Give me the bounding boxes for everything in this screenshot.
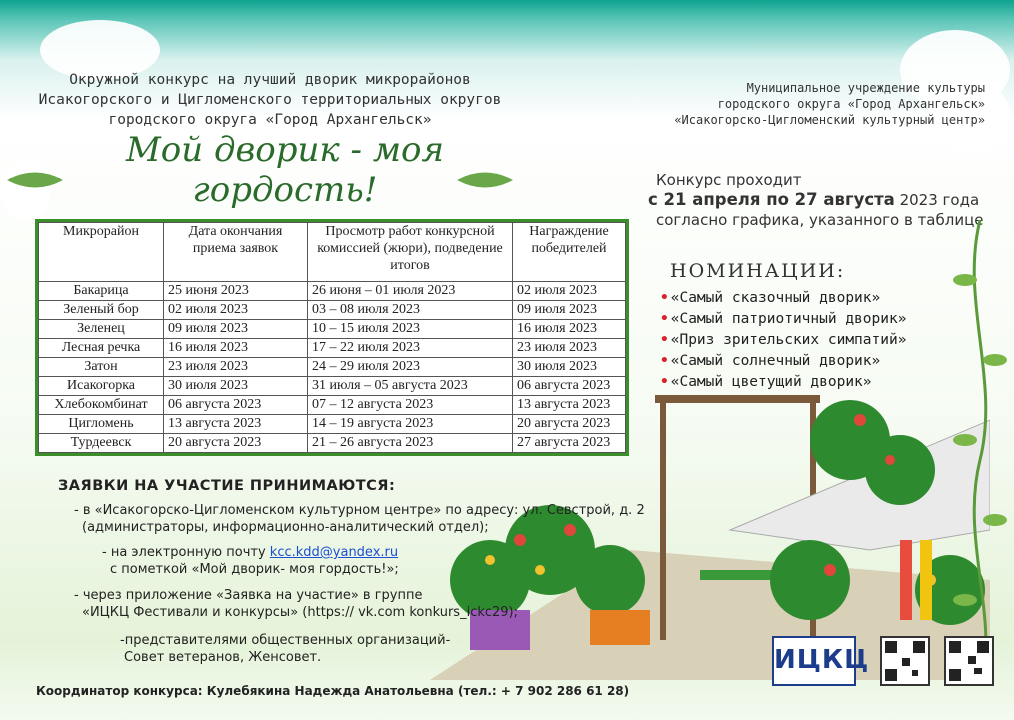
table-cell: 09 июля 2023: [164, 320, 308, 339]
table-cell: Зеленец: [39, 320, 164, 339]
vine-decoration: [950, 220, 1010, 680]
application-line: с пометкой «Мой дворик- моя гордость!»;: [110, 562, 399, 577]
table-row: [39, 282, 626, 301]
application-line: Совет ветеранов, Женсовет.: [124, 650, 322, 665]
table-cell: 06 августа 2023: [513, 377, 626, 396]
table-cell: 26 июня – 01 июля 2023: [308, 282, 513, 301]
organizer-line: «Исакогорско-Цигломенский культурный центр»: [674, 113, 985, 127]
table-cell: 10 – 15 июля 2023: [308, 320, 513, 339]
column-header: Микрорайон: [39, 223, 164, 282]
leaf-ornament-icon: [5, 165, 65, 195]
table-row: [39, 320, 626, 339]
table-cell: 14 – 19 августа 2023: [308, 415, 513, 434]
period-year: 2023 года: [894, 191, 980, 209]
qr-code-icon[interactable]: [944, 636, 994, 686]
nomination-item: • «Самый цветущий дворик»: [660, 374, 872, 390]
table-cell: 21 – 26 августа 2023: [308, 434, 513, 453]
nomination-item: • «Самый солнечный дворик»: [660, 353, 881, 369]
contest-title-line: Исакогорского и Цигломенского территориальных округов: [38, 92, 502, 108]
table-cell: 25 июня 2023: [164, 282, 308, 301]
nominations-list: [660, 288, 906, 393]
application-line: [102, 544, 398, 561]
organizer-line: Муниципальное учреждение культуры: [746, 81, 985, 95]
table-cell: Бакарица: [39, 282, 164, 301]
table-row: [39, 301, 626, 320]
contest-title-line: городского округа «Город Архангельск»: [108, 112, 432, 128]
table-cell: Лесная речка: [39, 339, 164, 358]
email-prefix: - на электронную почту: [102, 545, 270, 560]
period-line: согласно графика, указанного в таблице: [656, 211, 984, 229]
table-cell: 17 – 22 июля 2023: [308, 339, 513, 358]
contest-title-line: Окружной конкурс на лучший дворик микрорайонов: [69, 72, 471, 88]
nomination-item: • «Самый сказочный дворик»: [660, 290, 881, 306]
organization-logo: [772, 636, 870, 686]
table-cell: 27 августа 2023: [513, 434, 626, 453]
table-cell: 06 августа 2023: [164, 396, 308, 415]
table-cell: Затон: [39, 358, 164, 377]
qr-code-icon[interactable]: [880, 636, 930, 686]
table-cell: 20 августа 2023: [513, 415, 626, 434]
nomination-item: • «Самый патриотичный дворик»: [660, 311, 907, 327]
table-row: [39, 358, 626, 377]
organizer-line: городского округа «Город Архангельск»: [717, 97, 985, 111]
logo-text: ИЦКЦ: [774, 645, 870, 675]
table-cell: Цигломень: [39, 415, 164, 434]
nomination-label: «Самый цветущий дворик»: [670, 374, 872, 390]
table-cell: 20 августа 2023: [164, 434, 308, 453]
application-line: -представителями общественных организаций-: [120, 633, 451, 648]
garden-illustration: [430, 380, 990, 680]
table-cell: 02 июля 2023: [164, 301, 308, 320]
table-cell: 30 июля 2023: [164, 377, 308, 396]
nomination-item: • «Приз зрительских симпатий»: [660, 332, 907, 348]
table-cell: 31 июля – 05 августа 2023: [308, 377, 513, 396]
table-cell: 13 августа 2023: [164, 415, 308, 434]
application-line: «ИЦКЦ Фестивали и конкурсы» (https:// vk.com konkurs_ickc29);: [82, 605, 519, 620]
table-cell: 23 июля 2023: [513, 339, 626, 358]
table-cell: 23 июля 2023: [164, 358, 308, 377]
application-line: (администраторы, информационно-аналитический отдел);: [82, 520, 489, 535]
email-link[interactable]: kcc.kdd@yandex.ru: [269, 545, 399, 560]
slogan: Мой дворик - моя гордость!: [125, 130, 445, 210]
application-line: - в «Исакогорско-Цигломенском культурном центре» по адресу: ул. Севстрой, д. 2: [74, 503, 645, 518]
table-cell: Зеленый бор: [39, 301, 164, 320]
table-cell: 09 июля 2023: [513, 301, 626, 320]
table-cell: 30 июля 2023: [513, 358, 626, 377]
period-dates: с 21 апреля по 27 августа: [648, 190, 895, 209]
contest-title: [10, 70, 530, 130]
column-header: Награждение победителей: [513, 223, 626, 282]
nomination-label: «Приз зрительских симпатий»: [670, 332, 907, 348]
table-cell: 16 июля 2023: [164, 339, 308, 358]
column-header: Дата окончания приема заявок: [164, 223, 308, 282]
column-header: Просмотр работ конкурсной комиссией (жюри), подведение итогов: [308, 223, 513, 282]
table-cell: Исакогорка: [39, 377, 164, 396]
table-row: [39, 339, 626, 358]
applications-title: ЗАЯВКИ НА УЧАСТИЕ ПРИНИМАЮТСЯ:: [58, 478, 396, 494]
table-cell: 13 августа 2023: [513, 396, 626, 415]
table-cell: 03 – 08 июля 2023: [308, 301, 513, 320]
table-cell: 02 июля 2023: [513, 282, 626, 301]
table-cell: Хлебокомбинат: [39, 396, 164, 415]
organizer-title: [585, 80, 985, 128]
nomination-label: «Самый патриотичный дворик»: [670, 311, 907, 327]
nomination-label: «Самый сказочный дворик»: [670, 290, 881, 306]
nominations-title: НОМИНАЦИИ:: [670, 260, 846, 282]
table-cell: 07 – 12 августа 2023: [308, 396, 513, 415]
table-cell: 24 – 29 июля 2023: [308, 358, 513, 377]
application-line: - через приложение «Заявка на участие» в группе: [74, 588, 423, 603]
period-line: Конкурс проходит: [656, 171, 802, 189]
table-header-row: [39, 223, 626, 282]
table-cell: 16 июля 2023: [513, 320, 626, 339]
coordinator-contact: Координатор конкурса: Кулебякина Надежда Анатольевна (тел.: + 7 902 286 61 28): [36, 684, 630, 698]
nomination-label: «Самый солнечный дворик»: [670, 353, 881, 369]
table-cell: Турдеевск: [39, 434, 164, 453]
